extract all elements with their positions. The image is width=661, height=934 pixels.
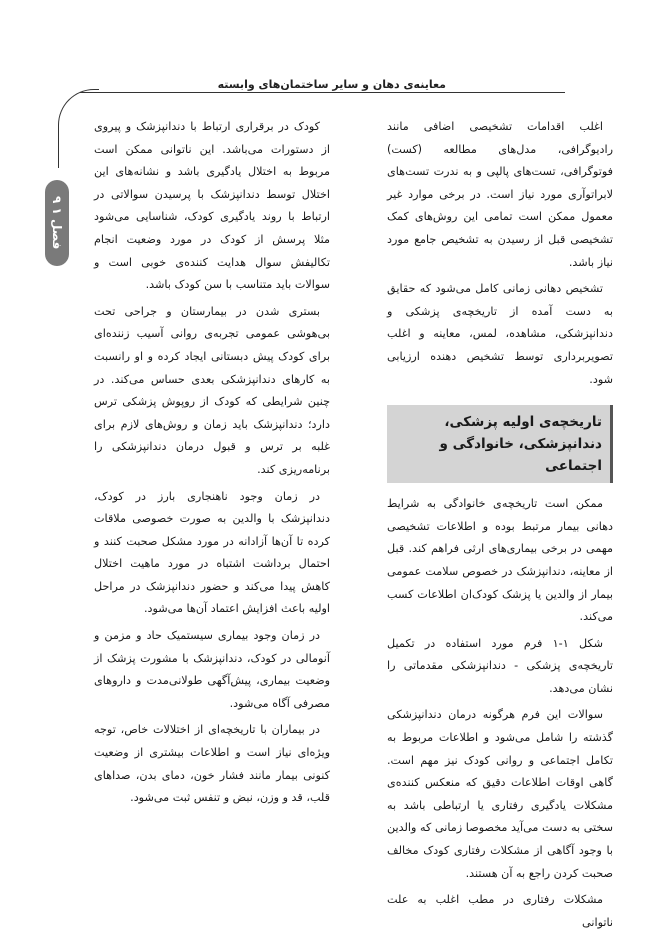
- header-corner-arc: [58, 89, 99, 168]
- chapter-tab-label: فصل ۱ ۹: [50, 196, 64, 250]
- paragraph: شکل ۱-۱ فرم مورد استفاده در تکمیل تاریخچه‌ی پزشکی - دندانپزشکی مقدماتی را نشان می‌دهد.: [387, 636, 613, 695]
- paragraph: مشکلات رفتاری در مطب اغلب به علت ناتوانی: [387, 893, 613, 929]
- chapter-tab: [45, 180, 69, 266]
- paragraph: کودک در برقراری ارتباط با دندانپزشک و پیروی از دستورات می‌باشد. این ناتوانی ممکن است مربوط به اختلال یادگیری باشد و نشانه‌های این اختلال توسط دندانپزشک با پرسیدن سوالاتی در ارتباط با روند یادگیری کودک، شناسایی می‌شود مثلا پرسش از کودک در مورد وضعیت انجام تکالیفش سوال هدایت کننده‌ی خوبی است و سوالات باید متناسب با سن کودک باشد.: [94, 120, 330, 292]
- paragraph: سوالات این فرم هرگونه درمان دندانپزشکی گذشته را شامل می‌شود و اطلاعات مربوط به تکامل اجتماعی و روانی کودک نیز مهم است. گاهی اوقات اطلاعات دقیق که منعکس کننده‌ی مشکلات یادگیری رفتاری یا ارتباطی باشد به سختی به دست می‌آید مخصوصا زمانی که والدین با وجود آگاهی از مشکلات رفتاری کودک مخالف صحبت کردن راجع به آن هستند.: [387, 708, 613, 880]
- paragraph: ممکن است تاریخچه‌ی خانوادگی به شرایط دهانی بیمار مرتبط بوده و اطلاعات تشخیصی مهمی در برخی بیماری‌های ارثی فراهم کند. قبل از معاینه، دندانپزشک در خصوص سلامت عمومی بیمار از والدین یا پزشک کودک‌ان اطلاعات کسب می‌کند.: [387, 497, 613, 624]
- header-divider: [80, 92, 565, 93]
- left-column: [94, 116, 330, 810]
- section-heading: تاریخچه‌ی اولیه پزشکی، دندانپزشکی، خانوادگی و اجتماعی: [387, 405, 613, 483]
- running-header: معاینه‌ی دهان و سایر ساختمان‌های وابسته: [217, 78, 446, 91]
- right-column: [387, 116, 613, 934]
- paragraph: در زمان وجود ناهنجاری بارز در کودک، دندانپزشک با والدین به صورت خصوصی ملاقات کرده تا آن‌ها آزادانه در مورد مشکل صحبت کنند و احتمال برداشت اشتباه در مورد ماهیت اختلال کاهش پیدا می‌کند و حضور دندانپزشک در مراحل اولیه باعث افزایش اعتماد آن‌ها می‌شود.: [94, 489, 330, 616]
- paragraph: تشخیص دهانی زمانی کامل می‌شود که حقایق به دست آمده از تاریخچه‌ی پزشکی و دندانپزشکی، مشاهده، لمس، معاینه و اغلب تصویربرداری توسط تشخیص دهنده ارزیابی شود.: [387, 282, 613, 386]
- paragraph: بستری شدن در بیمارستان و جراحی تحت بی‌هوشی عمومی تجربه‌ی روانی آسیب زننده‌ای برای کودک پیش دبستانی ایجاد کرده و او رانسبت به کارهای دندانپزشکی بعدی حساس می‌کند. در چنین شرایطی که کودک از روپوش پزشکی ترس دارد؛ دندانپزشک باید زمان و روش‌های لازم برای غلبه بر ترس و قبول درمان دندانپزشکی را برنامه‌ریزی کند.: [94, 304, 330, 476]
- paragraph: در بیماران با تاریخچه‌ای از اختلالات خاص، توجه ویژه‌ای نیاز است و اطلاعات بیشتری از وضعیت کنونی بیمار مانند فشار خون، دمای بدن، صداهای قلب، قد و وزن، نبض و تنفس ثبت می‌شود.: [94, 723, 330, 805]
- paragraph: اغلب اقدامات تشخیصی اضافی مانند رادیوگرافی، مدل‌های مطالعه (کست) فوتوگرافی، تست‌های پالپی و به ندرت تست‌های لابراتوآری مورد نیاز است. در برخی موارد غیر معمول ممکن است تمامی این روش‌های کمک تشخیصی قبل از رسیدن به تشخیص جامع مورد نیاز باشد.: [387, 120, 613, 269]
- paragraph: در زمان وجود بیماری سیستمیک حاد و مزمن و آنومالی در کودک، دندانپزشک با مشورت پزشک از وضعیت بیماری، پیش‌آگهی طولانی‌مدت و داروهای مصرفی آگاه می‌شود.: [94, 629, 330, 710]
